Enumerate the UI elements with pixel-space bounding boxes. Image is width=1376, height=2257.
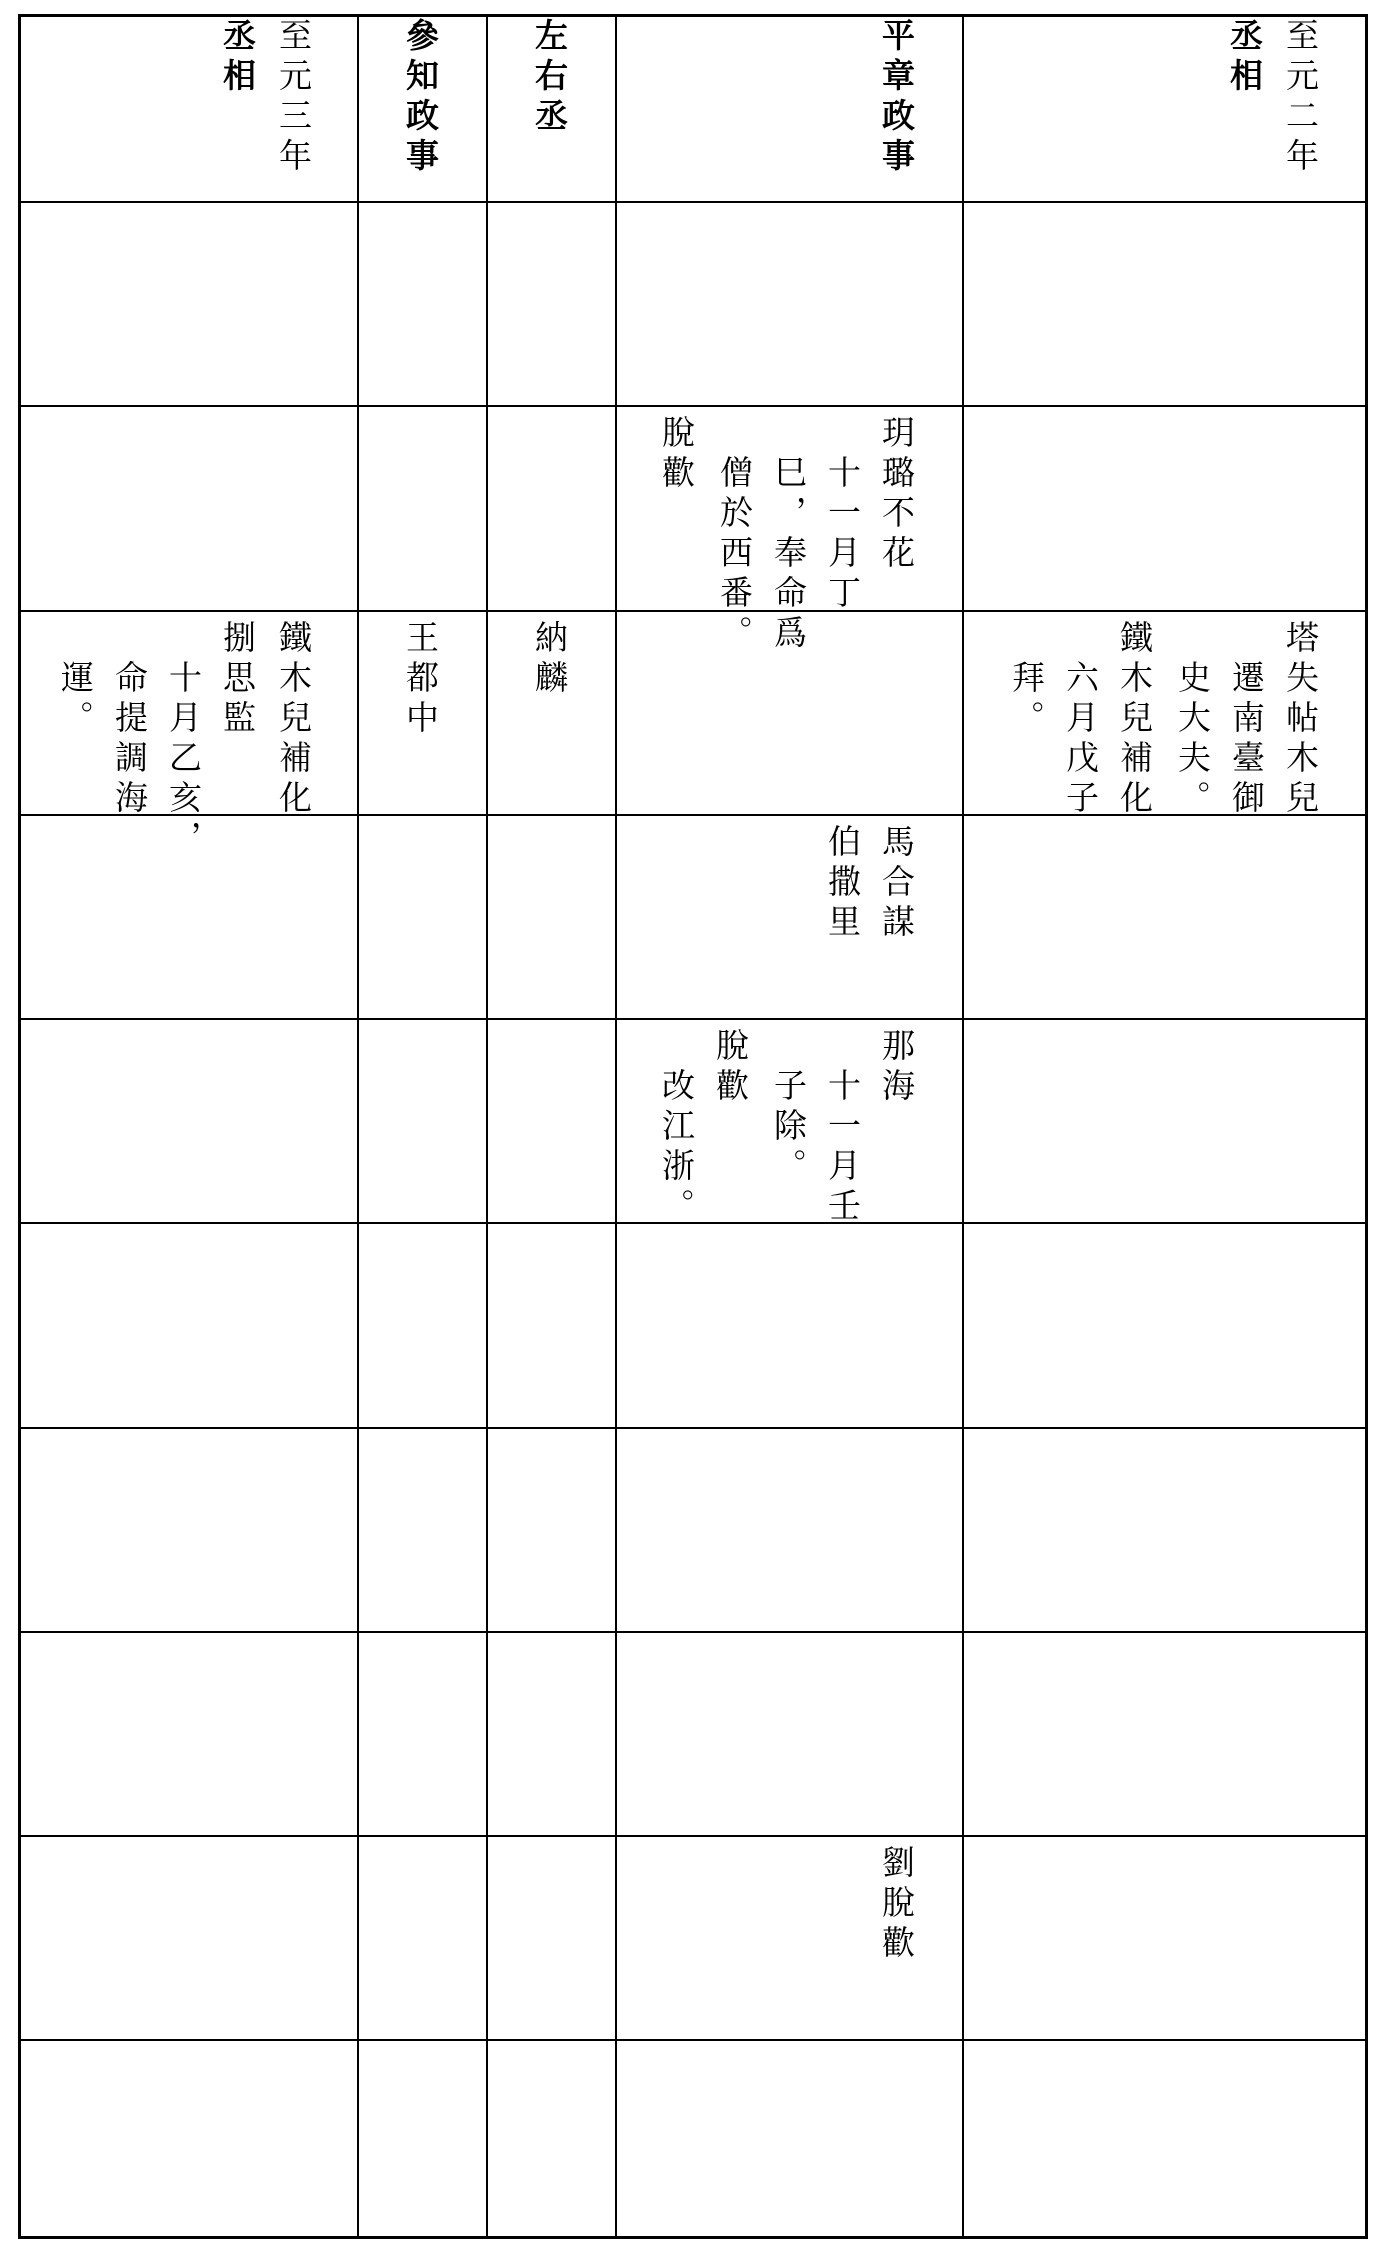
official-name: 伯撒里 (823, 824, 862, 944)
frame-top (18, 14, 1368, 17)
official-note: 改江浙。 (657, 1068, 696, 1228)
left-year-heading: 至元三年 (274, 18, 313, 178)
official-name: 脫歡 (711, 1028, 750, 1108)
official-name: 王都中 (401, 620, 440, 740)
divider-col-4 (962, 14, 964, 2239)
divider-row-10 (18, 2039, 1368, 2041)
divider-row-2 (18, 405, 1368, 407)
zuoyou-header: 左右丞 (530, 18, 569, 138)
official-note: 巳，奉命爲 (769, 455, 808, 655)
right-year-heading: 至元二年 (1281, 18, 1320, 178)
official-name: 鐵木兒補化 (1115, 620, 1154, 820)
official-name: 脫歡 (657, 415, 696, 495)
divider-row-9 (18, 1835, 1368, 1837)
divider-col-2 (486, 14, 488, 2239)
canzhi-header: 參知政事 (401, 18, 440, 178)
official-note: 十月乙亥， (164, 660, 203, 860)
divider-col-3 (615, 14, 617, 2239)
official-note: 史大夫。 (1173, 660, 1212, 820)
official-name: 納麟 (530, 620, 569, 700)
divider-row-7 (18, 1427, 1368, 1429)
official-name: 玥璐不花 (877, 415, 916, 575)
official-note: 十一月丁 (823, 455, 862, 615)
left-chancellor-header: 丞相 (218, 18, 257, 98)
official-note: 拜。 (1007, 660, 1046, 740)
divider-row-1 (18, 201, 1368, 203)
official-name: 塔失帖木兒 (1281, 620, 1320, 820)
official-note: 子除。 (769, 1068, 808, 1188)
frame-left (18, 14, 21, 2239)
official-name: 捌思監 (218, 620, 257, 740)
official-note: 十一月壬 (823, 1068, 862, 1228)
official-note: 六月戊子 (1061, 660, 1100, 820)
divider-row-5 (18, 1018, 1368, 1020)
divider-row-8 (18, 1631, 1368, 1633)
divider-row-3 (18, 610, 1368, 612)
official-name: 那海 (877, 1028, 916, 1108)
official-name: 鐵木兒補化 (274, 620, 313, 820)
frame-right (1365, 14, 1368, 2239)
official-note: 運。 (56, 660, 95, 740)
right-chancellor-header: 丞相 (1225, 18, 1264, 98)
official-note: 僧於西番。 (715, 455, 754, 655)
divider-row-4 (18, 814, 1368, 816)
frame-bottom (18, 2236, 1368, 2239)
divider-col-1 (357, 14, 359, 2239)
official-name: 馬合謀 (877, 824, 916, 944)
official-name: 劉脫歡 (877, 1845, 916, 1965)
official-note: 命提調海 (110, 660, 149, 820)
pingzhang-header: 平章政事 (877, 18, 916, 178)
official-note: 遷南臺御 (1227, 660, 1266, 820)
